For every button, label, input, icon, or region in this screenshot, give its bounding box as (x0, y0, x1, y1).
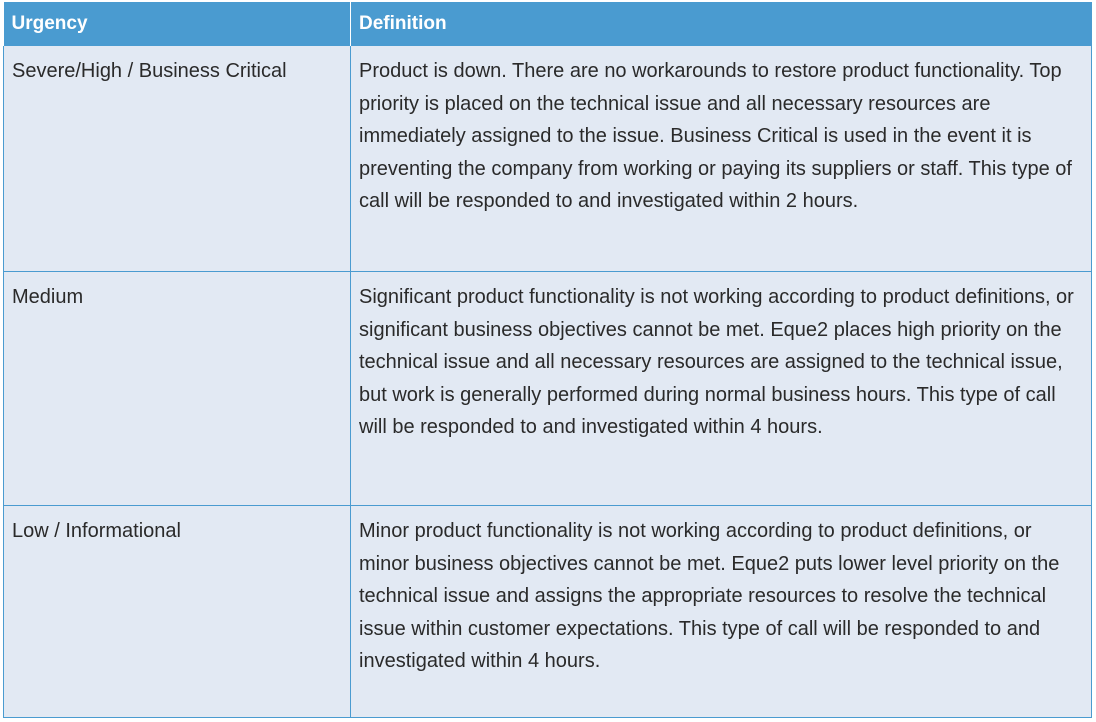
urgency-cell: Low / Informational (4, 506, 351, 718)
urgency-cell: Severe/High / Business Critical (4, 46, 351, 272)
urgency-definition-table (3, 2, 1092, 718)
definition-column-header: Definition (351, 2, 1092, 46)
table-header-row (4, 2, 1092, 46)
table-row (4, 272, 1092, 506)
definition-cell: Minor product functionality is not working according to product definitions, or minor business objectives cannot be met. Eque2 puts lower level priority on the technical issue and assigns the appropriate resources to resolve the technical issue within customer expectations. This type of call will be responded to and investigated within 4 hours. (351, 506, 1092, 718)
definition-cell: Product is down. There are no workarounds to restore product functionality. Top priority is placed on the technical issue and all necessary resources are immediately assigned to the issue. Business Critical is used in the event it is preventing the company from working or paying its suppliers or staff. This type of call will be responded to and investigated within 2 hours. (351, 46, 1092, 272)
urgency-cell: Medium (4, 272, 351, 506)
urgency-column-header: Urgency (4, 2, 351, 46)
definition-cell: Significant product functionality is not working according to product definitions, or significant business objectives cannot be met. Eque2 places high priority on the technical issue and all necessary resources are assigned to the technical issue, but work is generally performed during normal business hours. This type of call will be responded to and investigated within 4 hours. (351, 272, 1092, 506)
table-row (4, 506, 1092, 718)
table-row (4, 46, 1092, 272)
